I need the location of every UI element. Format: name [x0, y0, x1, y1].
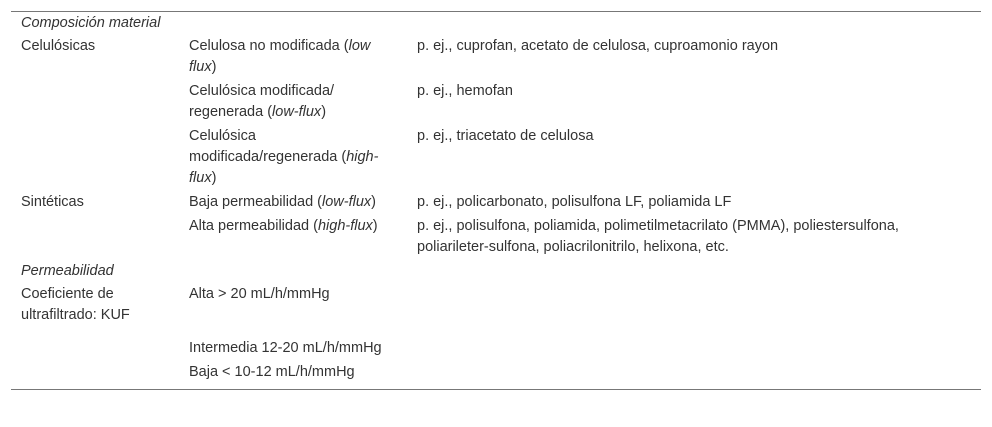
membrane-examples: p. ej., cuprofan, acetato de celulosa, cuproamonio rayon [417, 38, 779, 54]
membrane-type: Celulosa no modificada (low flux) [189, 38, 371, 75]
section-row-composition [11, 12, 981, 35]
table-row [11, 328, 981, 361]
table [11, 12, 981, 389]
group-label-synthetic: Sintéticas [21, 194, 84, 210]
kuf-level-low: Baja < 10-12 mL/h/mmHg [189, 364, 355, 380]
section-title-permeability: Permeabilidad [21, 263, 114, 279]
group-label-cellulosic: Celulósicas [21, 38, 96, 54]
membrane-type: Celulósica modificada/ regenerada (low-flux) [189, 83, 335, 120]
group-label-kuf: Coeficiente de ultrafiltrado: KUF [21, 286, 130, 323]
membrane-classification-table [11, 11, 981, 390]
table-row [11, 191, 981, 215]
membrane-type: Alta permeabilidad (high-flux) [189, 218, 378, 234]
membrane-examples: p. ej., hemofan [417, 83, 513, 99]
kuf-level-high: Alta > 20 mL/h/mmHg [189, 286, 330, 302]
kuf-level-medium: Intermedia 12-20 mL/h/mmHg [189, 340, 382, 356]
table-row [11, 283, 981, 328]
section-row-permeability [11, 260, 981, 283]
membrane-examples: p. ej., policarbonato, polisulfona LF, poliamida LF [417, 194, 732, 210]
table-row [11, 215, 981, 260]
membrane-type: Celulósica modificada/regenerada (high-flux) [189, 128, 379, 186]
membrane-examples: p. ej., triacetato de celulosa [417, 128, 594, 144]
table-row [11, 35, 981, 80]
section-title-composition: Composición material [21, 15, 161, 31]
table-row [11, 80, 981, 125]
table-row [11, 361, 981, 389]
membrane-type: Baja permeabilidad (low-flux) [189, 194, 376, 210]
table-row [11, 125, 981, 191]
membrane-examples: p. ej., polisulfona, poliamida, polimetilmetacrilato (PMMA), poliestersulfona, poliarileter-sulfona, poliacrilonitrilo, helixona, etc. [417, 218, 899, 255]
